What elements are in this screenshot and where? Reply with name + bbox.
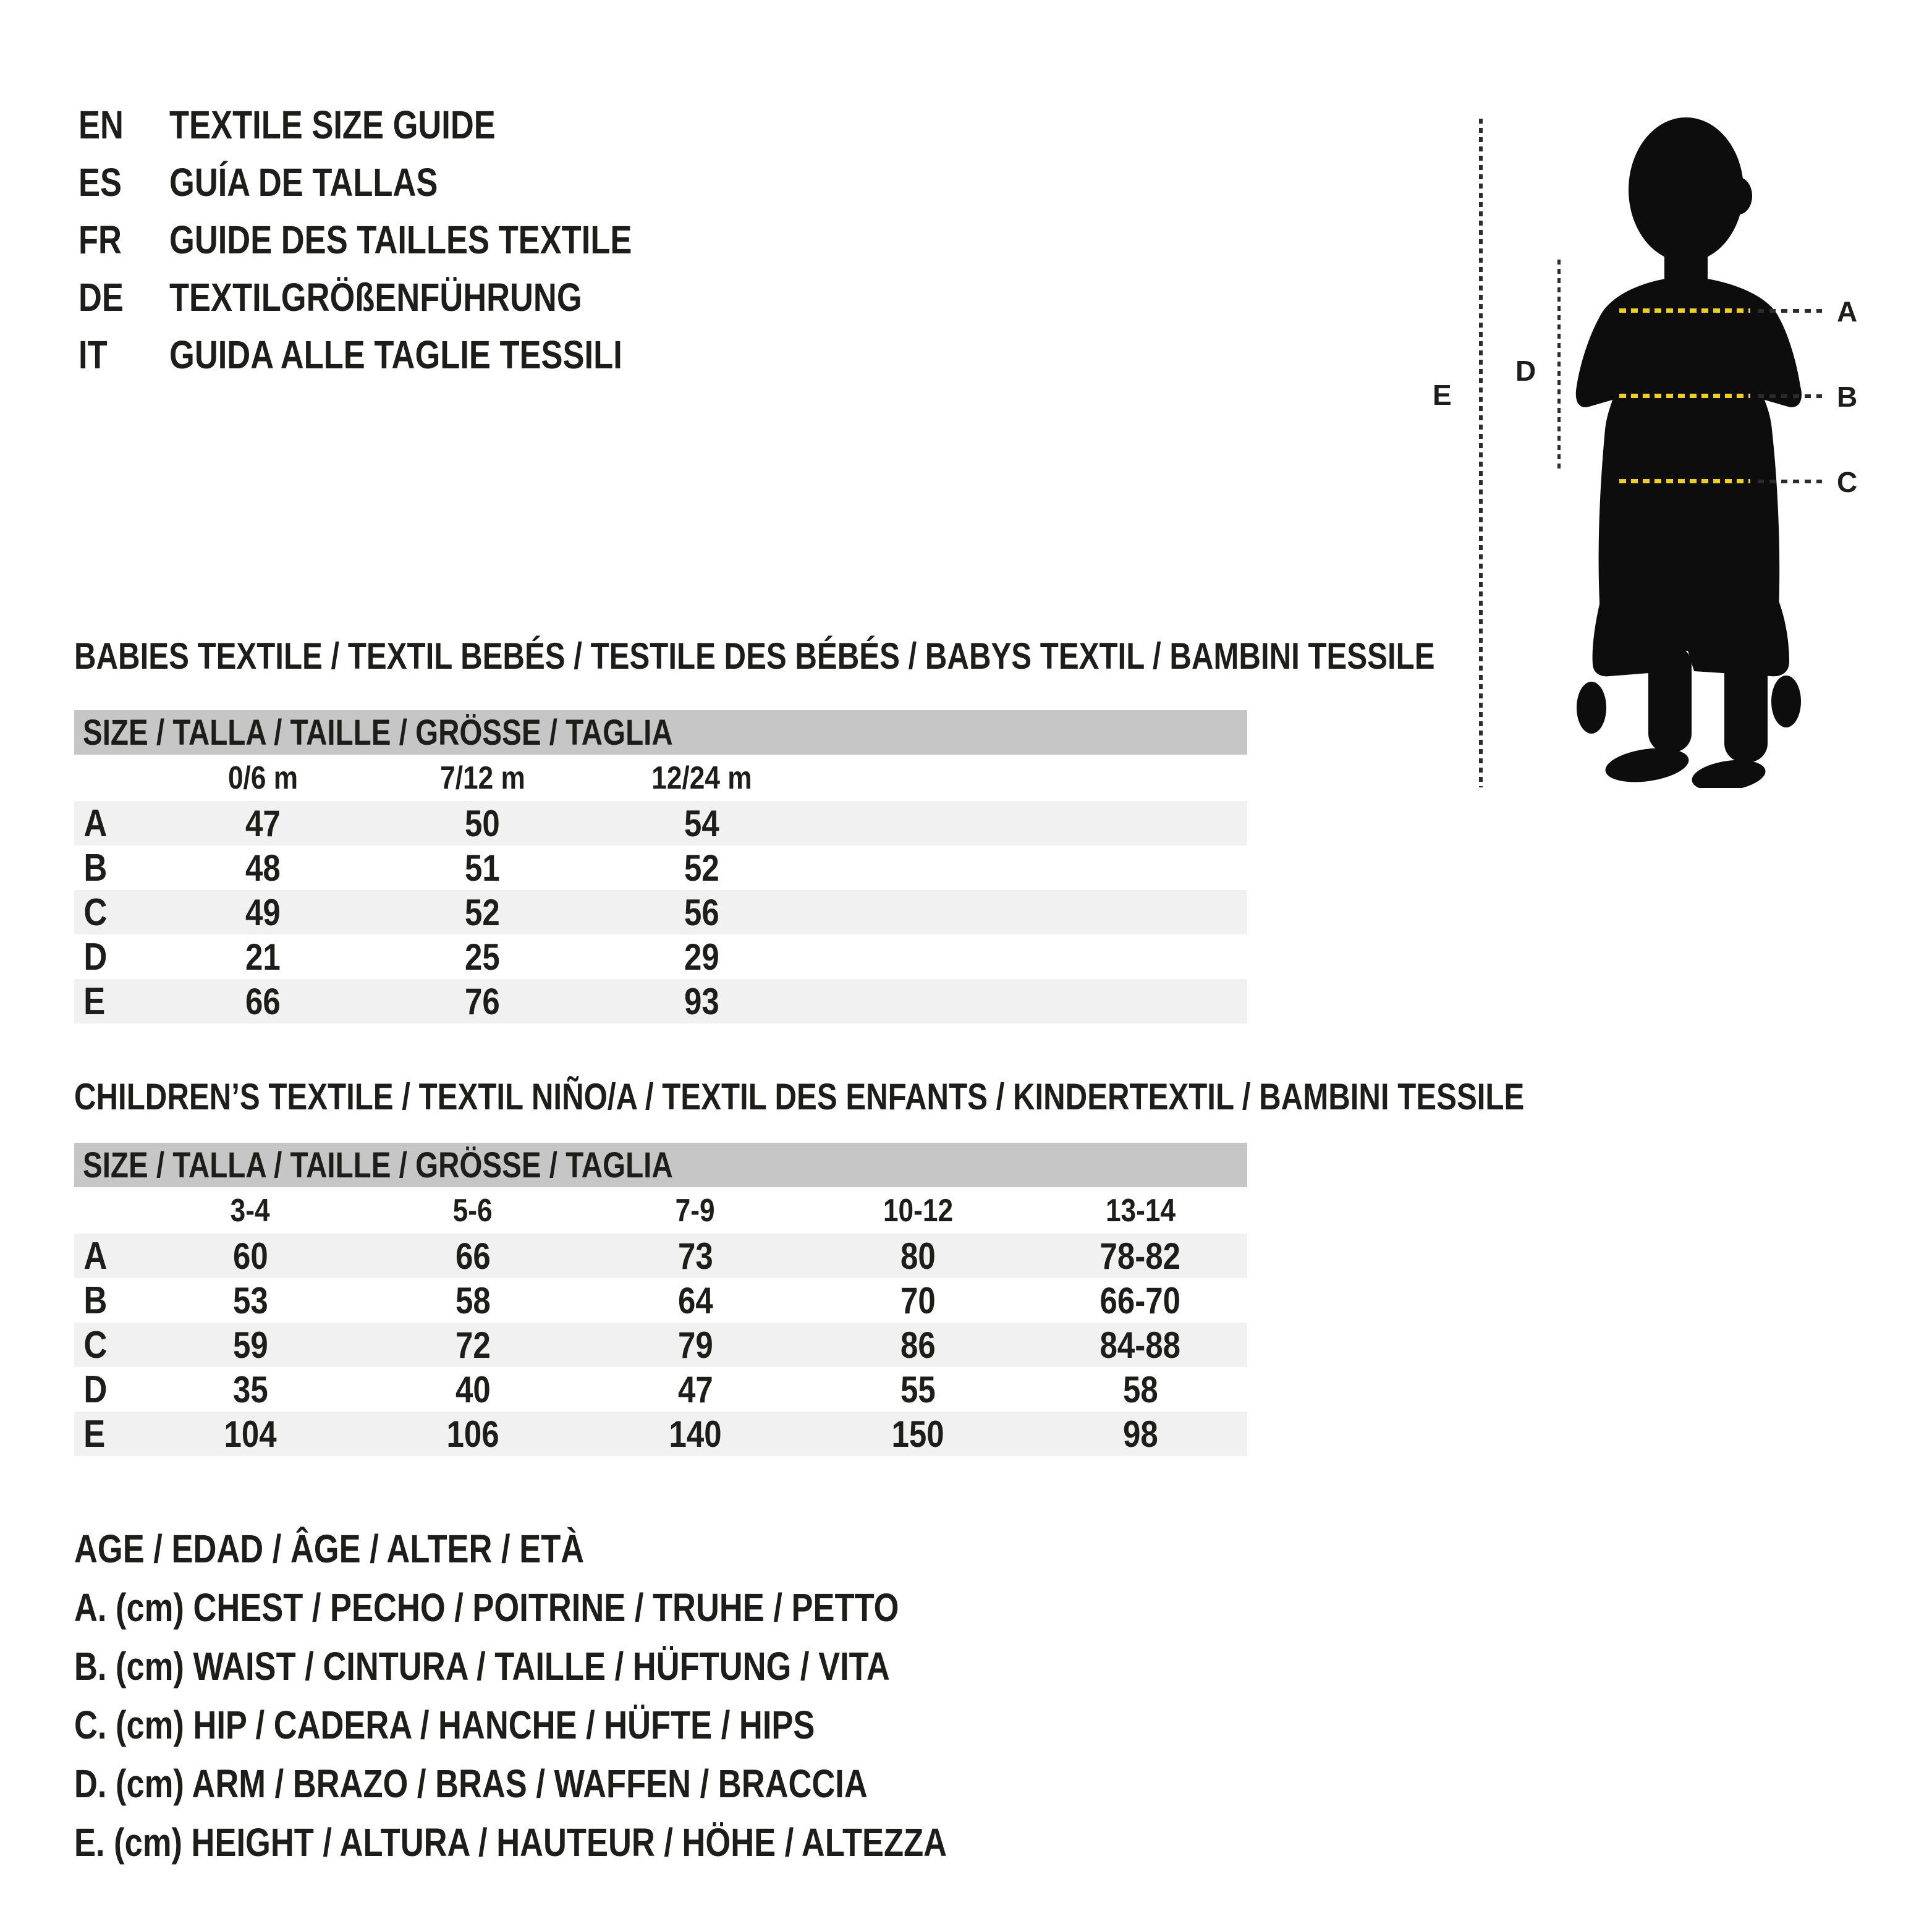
- row-label-text: D: [83, 935, 108, 978]
- cell-text: 35: [232, 1368, 268, 1410]
- cell-text: 21: [245, 936, 281, 978]
- column-header-text: 10-12: [883, 1192, 953, 1229]
- row-label-text: E: [83, 1412, 106, 1455]
- cell-text: 72: [455, 1324, 491, 1366]
- table-cell: [373, 891, 592, 934]
- table-cell: [807, 1235, 1029, 1277]
- babies-size-header-bar: [74, 710, 1247, 755]
- table-cell: [373, 847, 592, 889]
- cell-text: 55: [900, 1368, 936, 1410]
- measure-label-a: A: [1837, 295, 1858, 328]
- lang-title: GUIDA ALLE TAGLIE TESSILI: [169, 332, 622, 377]
- lang-code: [78, 332, 169, 378]
- column-header: [1029, 1192, 1252, 1229]
- table-cell: [153, 936, 373, 978]
- table-cell: [1029, 1279, 1252, 1322]
- table-cell: [153, 891, 373, 934]
- column-header-text: 12/24 m: [651, 760, 752, 796]
- cell-text: 40: [455, 1368, 491, 1410]
- table-cell: [362, 1413, 584, 1455]
- cell-text: 140: [669, 1413, 722, 1455]
- column-header-text: 13-14: [1105, 1192, 1176, 1229]
- waist-measure-dash-yellow: [1619, 394, 1750, 398]
- cell-text: 66: [455, 1235, 491, 1277]
- cell-text: 25: [465, 936, 500, 978]
- table-cell: [362, 1324, 584, 1366]
- legend-line-hip: [74, 1695, 1138, 1754]
- lang-row-es: [78, 153, 734, 211]
- legend-text: A. (cm) CHEST / PECHO / POITRINE / TRUHE / PETTO: [74, 1585, 899, 1630]
- table-cell: [153, 802, 373, 845]
- children-size-header-bar: [74, 1143, 1247, 1187]
- cell-text: 73: [677, 1235, 713, 1277]
- cell-text: 76: [465, 980, 500, 1022]
- cell-text: 54: [684, 802, 719, 844]
- cell-text: 150: [891, 1413, 944, 1455]
- cell-text: 79: [677, 1324, 713, 1366]
- table-row: [74, 979, 1247, 1023]
- children-size-header-text: SIZE / TALLA / TAILLE / GRÖSSE / TAGLIA: [83, 1145, 673, 1185]
- column-header-text: 7-9: [676, 1192, 715, 1229]
- column-header: [807, 1192, 1029, 1229]
- measure-label-e: E: [1433, 379, 1452, 411]
- chest-measure-dash-dark: [1758, 309, 1822, 313]
- lang-code: [78, 159, 169, 205]
- lang-code: [78, 102, 169, 148]
- lang-code: [78, 274, 169, 320]
- column-header: [139, 1192, 362, 1229]
- arm-measure-dotted-line: [1557, 260, 1561, 471]
- table-cell: [807, 1413, 1029, 1455]
- table-row: [74, 1234, 1247, 1278]
- legend-text: B. (cm) WAIST / CINTURA / TAILLE / HÜFTUNG / VITA: [74, 1643, 890, 1688]
- language-title-list: [78, 96, 734, 383]
- table-cell: [139, 1324, 362, 1366]
- babies-size-table: [74, 755, 1247, 1023]
- hip-measure-dash-dark: [1758, 480, 1822, 483]
- table-cell: [362, 1235, 584, 1277]
- silhouette-right-leg: [1724, 646, 1768, 762]
- table-row: [74, 1367, 1247, 1412]
- height-measure-dotted-line: [1479, 119, 1483, 787]
- lang-row-de: [78, 268, 734, 326]
- legend-line-height: [74, 1813, 1138, 1871]
- lang-title: TEXTILE SIZE GUIDE: [169, 102, 496, 147]
- cell-text: 50: [465, 802, 500, 844]
- table-cell: [139, 1279, 362, 1322]
- silhouette-torso: [1576, 276, 1802, 646]
- hip-measure-dash-yellow: [1619, 479, 1750, 483]
- row-label: [74, 1234, 139, 1278]
- table-cell: [592, 936, 811, 978]
- table-cell: [1029, 1368, 1252, 1411]
- table-cell: [139, 1235, 362, 1277]
- cell-text: 80: [900, 1235, 936, 1277]
- cell-text: 98: [1122, 1413, 1158, 1455]
- table-cell: [362, 1368, 584, 1411]
- table-row: [74, 1278, 1247, 1323]
- row-label: [74, 980, 153, 1023]
- table-cell: [584, 1413, 807, 1455]
- table-cell: [592, 891, 811, 934]
- cell-text: 56: [684, 891, 719, 933]
- legend-text: C. (cm) HIP / CADERA / HANCHE / HÜFTE / HIPS: [74, 1702, 815, 1747]
- measure-label-c: C: [1837, 466, 1858, 498]
- cell-text: 86: [900, 1324, 936, 1366]
- table-row: [74, 890, 1247, 934]
- lang-code-text: DE: [78, 274, 124, 320]
- column-header: [584, 1192, 807, 1229]
- table-cell: [1029, 1235, 1252, 1277]
- table-row: [74, 1412, 1247, 1456]
- table-cell: [584, 1235, 807, 1277]
- row-label-text: E: [83, 980, 106, 1023]
- column-header-text: 5-6: [453, 1192, 493, 1229]
- silhouette-right-hand: [1771, 676, 1801, 727]
- measurement-legend: [74, 1519, 1138, 1871]
- legend-text: E. (cm) HEIGHT / ALTURA / HAUTEUR / HÖHE / ALTEZZA: [74, 1820, 947, 1865]
- row-label: [74, 802, 153, 845]
- table-cell: [584, 1324, 807, 1366]
- lang-title: GUÍA DE TALLAS: [169, 159, 438, 205]
- silhouette-ear: [1725, 177, 1752, 214]
- cell-text: 93: [684, 980, 719, 1022]
- row-label-text: C: [83, 1323, 108, 1366]
- children-section-title-text: CHILDREN’S TEXTILE / TEXTIL NIÑO/A / TEXTIL DES ENFANTS / KINDERTEXTIL / BAMBINI TESSILE: [74, 1076, 1525, 1117]
- cell-text: 47: [677, 1368, 713, 1410]
- table-cell: [584, 1368, 807, 1411]
- waist-measure-dash-dark: [1758, 394, 1822, 398]
- cell-text: 52: [465, 891, 500, 933]
- legend-text: AGE / EDAD / ÂGE / ALTER / ETÀ: [74, 1526, 585, 1571]
- cell-text: 70: [900, 1279, 936, 1321]
- cell-text: 52: [684, 847, 719, 889]
- cell-text: 84-88: [1099, 1324, 1181, 1366]
- row-label-text: D: [83, 1368, 108, 1411]
- column-header-text: 7/12 m: [439, 760, 525, 796]
- column-header: [362, 1192, 584, 1229]
- table-cell: [592, 980, 811, 1023]
- silhouette-left-leg: [1648, 646, 1692, 752]
- table-cell: [153, 847, 373, 889]
- babies-column-header-row: [74, 755, 1247, 801]
- table-row: [74, 934, 1247, 979]
- table-cell: [139, 1368, 362, 1411]
- cell-text: 78-82: [1099, 1235, 1181, 1277]
- table-row: [74, 801, 1247, 845]
- table-cell: [592, 847, 811, 889]
- row-label-text: A: [83, 1234, 108, 1277]
- babies-section-title-text: BABIES TEXTILE / TEXTIL BEBÉS / TESTILE DES BÉBÉS / BABYS TEXTIL / BAMBINI TESSILE: [74, 635, 1435, 677]
- cell-text: 64: [677, 1279, 713, 1321]
- row-label: [74, 1368, 139, 1412]
- column-header: [592, 760, 811, 797]
- babies-size-header-text: SIZE / TALLA / TAILLE / GRÖSSE / TAGLIA: [83, 712, 673, 753]
- legend-line-waist: [74, 1637, 1138, 1695]
- silhouette-left-hand: [1577, 682, 1606, 734]
- cell-text: 58: [1122, 1368, 1158, 1410]
- legend-line-chest: [74, 1578, 1138, 1637]
- cell-text: 60: [232, 1235, 268, 1277]
- lang-row-it: [78, 326, 734, 383]
- cell-text: 29: [684, 936, 719, 978]
- row-label: [74, 935, 153, 979]
- lang-code-text: EN: [78, 102, 124, 147]
- children-section-title: [74, 1078, 1842, 1116]
- row-label: [74, 1323, 139, 1367]
- table-cell: [373, 936, 592, 978]
- lang-row-en: [78, 96, 734, 153]
- row-label: [74, 891, 153, 934]
- table-row: [74, 1323, 1247, 1367]
- lang-title: GUIDE DES TAILLES TEXTILE: [169, 217, 632, 262]
- cell-text: 51: [465, 847, 500, 889]
- table-cell: [584, 1279, 807, 1322]
- table-cell: [153, 980, 373, 1023]
- cell-text: 59: [232, 1324, 268, 1366]
- row-label: [74, 846, 153, 890]
- cell-text: 66: [245, 980, 281, 1022]
- table-cell: [1029, 1324, 1252, 1366]
- lang-row-fr: [78, 211, 734, 268]
- cell-text: 106: [446, 1413, 499, 1455]
- table-cell: [1029, 1413, 1252, 1455]
- cell-text: 104: [224, 1413, 277, 1455]
- measure-label-d: D: [1515, 355, 1536, 387]
- row-label: [74, 1412, 139, 1456]
- cell-text: 58: [455, 1279, 491, 1321]
- cell-text: 53: [232, 1279, 268, 1321]
- column-header: [153, 760, 373, 797]
- table-cell: [362, 1279, 584, 1322]
- chest-measure-dash-yellow: [1619, 308, 1750, 313]
- legend-text: D. (cm) ARM / BRAZO / BRAS / WAFFEN / BRACCIA: [74, 1761, 868, 1806]
- legend-line-age: [74, 1519, 1138, 1578]
- lang-code-text: IT: [78, 332, 108, 377]
- cell-text: 47: [245, 802, 281, 844]
- row-label-text: B: [83, 1279, 108, 1322]
- children-size-table: [74, 1187, 1247, 1456]
- cell-text: 48: [245, 847, 281, 889]
- table-cell: [807, 1368, 1029, 1411]
- table-cell: [807, 1324, 1029, 1366]
- row-label: [74, 1279, 139, 1323]
- babies-section-title: [74, 637, 1734, 676]
- cell-text: 66-70: [1099, 1279, 1181, 1321]
- table-row: [74, 845, 1247, 890]
- lang-code-text: ES: [78, 159, 122, 205]
- lang-code-text: FR: [78, 217, 122, 262]
- lang-code: [78, 217, 169, 263]
- lang-title: TEXTILGRÖßENFÜHRUNG: [169, 274, 582, 320]
- table-cell: [373, 802, 592, 845]
- table-cell: [592, 802, 811, 845]
- column-header-text: 0/6 m: [227, 760, 299, 796]
- column-header: [373, 760, 592, 797]
- row-label-text: B: [83, 846, 108, 889]
- table-cell: [807, 1279, 1029, 1322]
- legend-line-arm: [74, 1754, 1138, 1813]
- row-label-text: A: [83, 802, 108, 845]
- row-label-text: C: [83, 891, 108, 934]
- child-silhouette-figure: [1573, 114, 1808, 788]
- measure-label-b: B: [1837, 381, 1858, 413]
- column-header-text: 3-4: [231, 1192, 270, 1229]
- table-cell: [139, 1413, 362, 1455]
- children-column-header-row: [74, 1187, 1247, 1234]
- table-cell: [373, 980, 592, 1023]
- cell-text: 49: [245, 891, 281, 933]
